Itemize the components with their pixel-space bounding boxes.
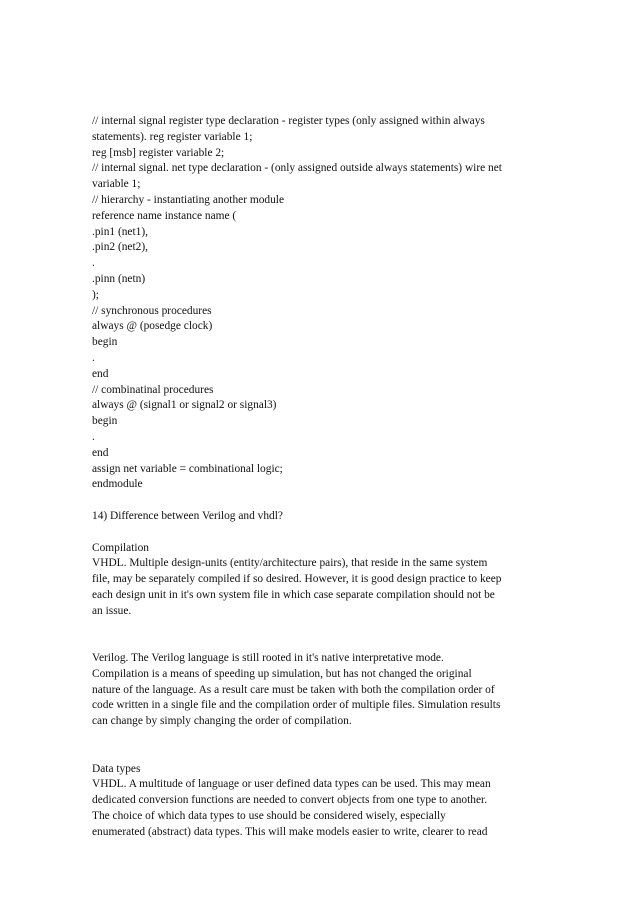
compilation-vhdl-paragraph — [92, 556, 548, 619]
code-line: end — [92, 367, 109, 380]
datatypes-vhdl-paragraph — [92, 777, 548, 840]
question-heading: 14) Difference between Verilog and vhdl? — [92, 509, 283, 522]
paragraph-line: VHDL. Multiple design-units (entity/architecture pairs), that reside in the same system — [92, 557, 488, 570]
paragraph-line: code written in a single file and the compilation order of multiple files. Simulation results — [92, 699, 501, 712]
code-line: end — [92, 446, 109, 459]
code-line: begin — [92, 336, 118, 349]
code-line: .pinn (netn) — [92, 272, 146, 285]
spacer — [92, 730, 548, 762]
paragraph-line: file, may be separately compiled if so desired. However, it is good design practice to keep — [92, 573, 502, 586]
paragraph-line: The choice of which data types to use should be considered wisely, especially — [92, 810, 446, 823]
compilation-heading: Compilation — [92, 541, 149, 554]
code-line: assign net variable = combinational logic; — [92, 462, 283, 475]
code-line: . — [92, 430, 95, 443]
spacer — [92, 620, 548, 652]
code-block — [92, 114, 548, 493]
paragraph-line: dedicated conversion functions are needed to convert objects from one type to another. — [92, 794, 488, 807]
code-line: always @ (signal1 or signal2 or signal3) — [92, 399, 277, 412]
spacer — [92, 493, 548, 509]
paragraph-line: each design unit in it's own system file in which case separate compilation should not be — [92, 588, 495, 601]
paragraph-line: enumerated (abstract) data types. This will make models easier to write, clearer to read — [92, 825, 488, 838]
code-line: .pin1 (net1), — [92, 225, 148, 238]
paragraph-line: can change by simply changing the order of compilation. — [92, 715, 352, 728]
compilation-verilog-paragraph — [92, 651, 548, 730]
code-line: always @ (posedge clock) — [92, 320, 213, 333]
code-line: statements). reg register variable 1; — [92, 130, 253, 143]
code-line: ); — [92, 288, 99, 301]
paragraph-line: nature of the language. As a result care must be taken with both the compilation order of — [92, 683, 495, 696]
paragraph-line: Verilog. The Verilog language is still rooted in it's native interpretative mode. — [92, 652, 444, 665]
code-line: variable 1; — [92, 178, 141, 191]
paragraph-line: an issue. — [92, 604, 132, 617]
code-line: // synchronous procedures — [92, 304, 212, 317]
code-line: .pin2 (net2), — [92, 241, 148, 254]
code-line: // combinatinal procedures — [92, 383, 214, 396]
code-line: // internal signal. net type declaration - (only assigned outside always statements) wire net — [92, 162, 502, 175]
code-line: // hierarchy - instantiating another module — [92, 193, 285, 206]
code-line: begin — [92, 415, 118, 428]
code-line: . — [92, 351, 95, 364]
code-line: // internal signal register type declaration - register types (only assigned within always — [92, 115, 485, 127]
paragraph-line: Compilation is a means of speeding up simulation, but has not changed the original — [92, 667, 472, 680]
document-page — [92, 114, 548, 841]
code-line: endmodule — [92, 478, 143, 491]
code-line: reg [msb] register variable 2; — [92, 146, 225, 159]
paragraph-line: VHDL. A multitude of language or user defined data types can be used. This may mean — [92, 778, 491, 791]
code-line: . — [92, 257, 95, 270]
spacer — [92, 525, 548, 541]
datatypes-heading: Data types — [92, 762, 141, 775]
code-line: reference name instance name ( — [92, 209, 237, 222]
